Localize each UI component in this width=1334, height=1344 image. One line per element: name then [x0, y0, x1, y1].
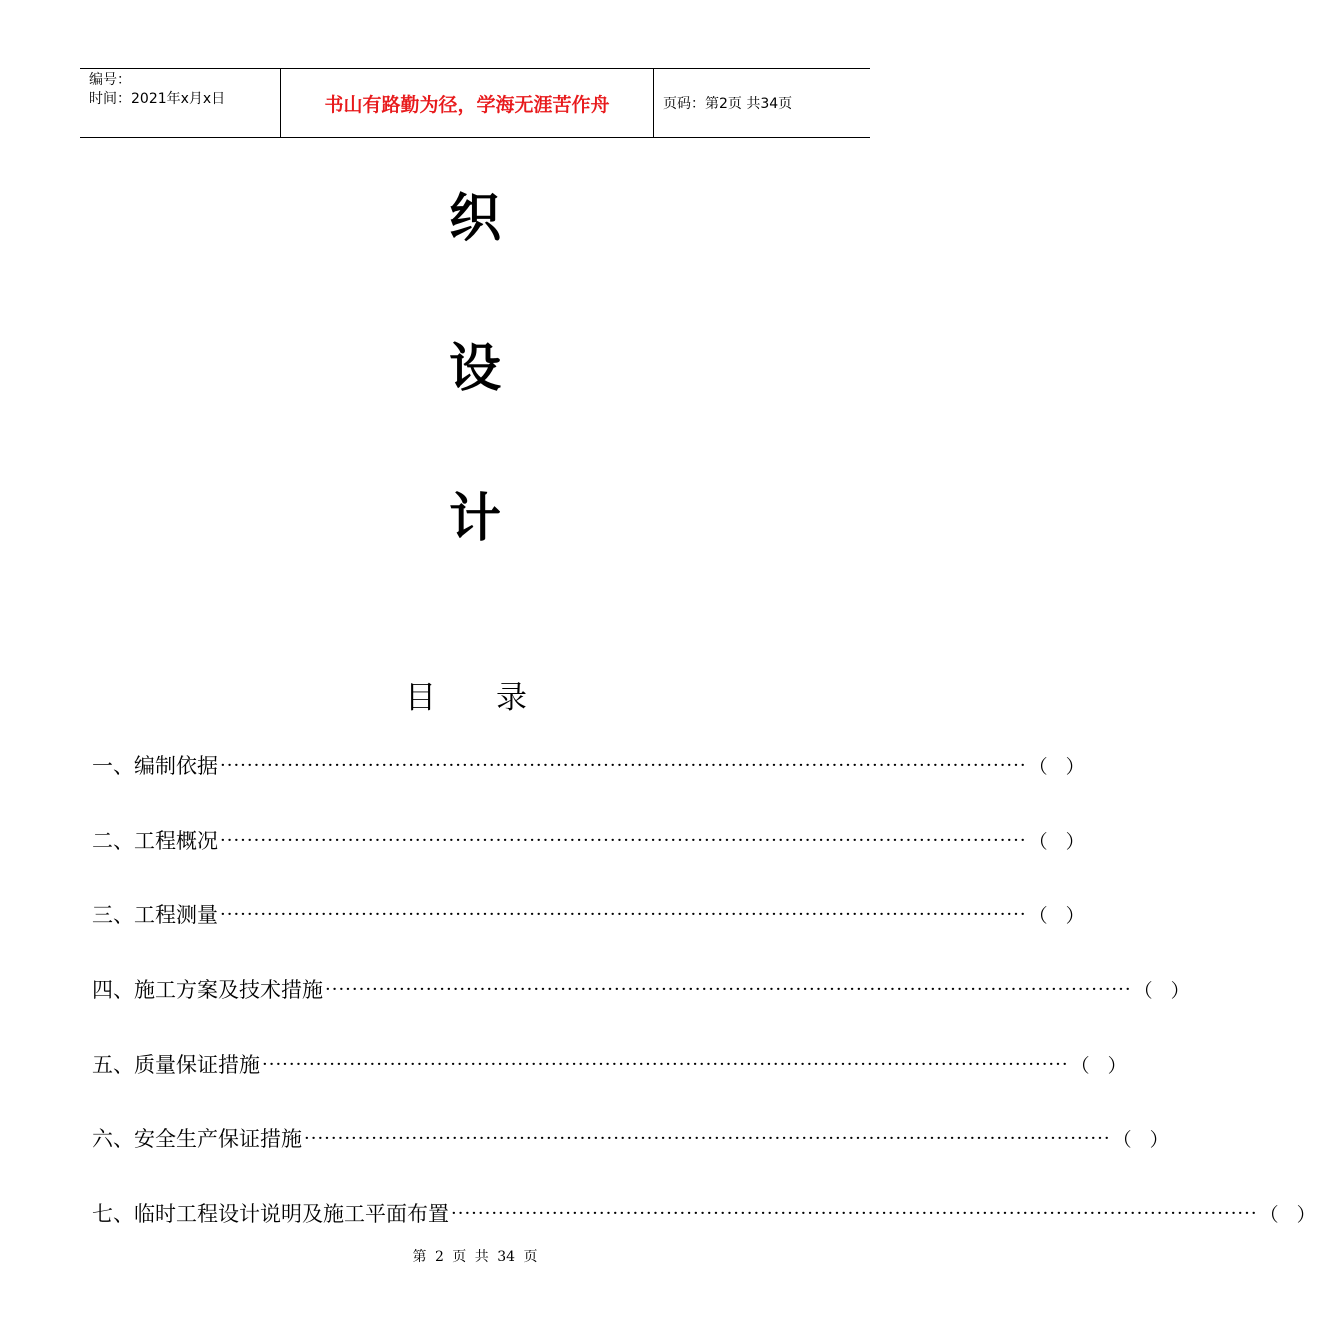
toc-item-label: 二、工程概况 — [92, 829, 218, 853]
title-char-1: 织 — [448, 188, 501, 249]
toc-leader-dots: ························································································································ — [262, 1053, 1069, 1075]
page-info: 页码：第2页 共34页 — [663, 96, 793, 112]
toc-leader-dots: ························································································································ — [451, 1202, 1258, 1224]
toc-item-label: 四、施工方案及技术措施 — [92, 978, 323, 1002]
toc-item-label: 六、安全生产保证措施 — [92, 1127, 302, 1151]
time-label: 时间：2021年x月x日 — [89, 91, 226, 107]
toc-item-label: 五、质量保证措施 — [92, 1053, 260, 1077]
toc-item-page: （） — [1028, 904, 1103, 927]
page-footer: 第 2 页 共 34 页 — [412, 1249, 538, 1265]
toc-leader-dots: ························································································································ — [220, 829, 1027, 851]
toc-title: 目录 — [405, 680, 587, 716]
toc-item[interactable] — [92, 974, 1208, 1004]
title-char-3: 计 — [448, 488, 501, 549]
toc-item[interactable] — [92, 825, 1103, 855]
toc-item[interactable] — [92, 1198, 1334, 1228]
toc-item[interactable] — [92, 1123, 1187, 1153]
toc-item-page: （） — [1028, 830, 1103, 853]
toc-leader-dots: ························································································································ — [325, 978, 1132, 1000]
toc-leader-dots: ························································································································ — [304, 1127, 1111, 1149]
motto: 书山有路勤为径，学海无涯苦作舟 — [281, 69, 654, 137]
toc-item-page: （） — [1028, 755, 1103, 778]
toc-item-label: 七、临时工程设计说明及施工平面布置 — [92, 1202, 449, 1226]
toc-item[interactable] — [92, 899, 1103, 929]
header-left-cell — [80, 69, 281, 137]
toc-leader-dots: ························································································································ — [220, 903, 1027, 925]
toc-item-page: （） — [1259, 1203, 1334, 1226]
number-label: 编号： — [89, 72, 131, 88]
toc-item-page: （） — [1070, 1054, 1145, 1077]
toc-item-page: （） — [1133, 979, 1208, 1002]
toc-item[interactable] — [92, 1049, 1145, 1079]
toc-item-label: 一、编制依据 — [92, 754, 218, 778]
toc-leader-dots: ························································································································ — [220, 754, 1027, 776]
title-char-2: 设 — [448, 338, 501, 399]
page-header — [80, 68, 870, 138]
toc-item-page: （） — [1112, 1128, 1187, 1151]
toc-item-label: 三、工程测量 — [92, 903, 218, 927]
toc-item[interactable] — [92, 750, 1103, 780]
